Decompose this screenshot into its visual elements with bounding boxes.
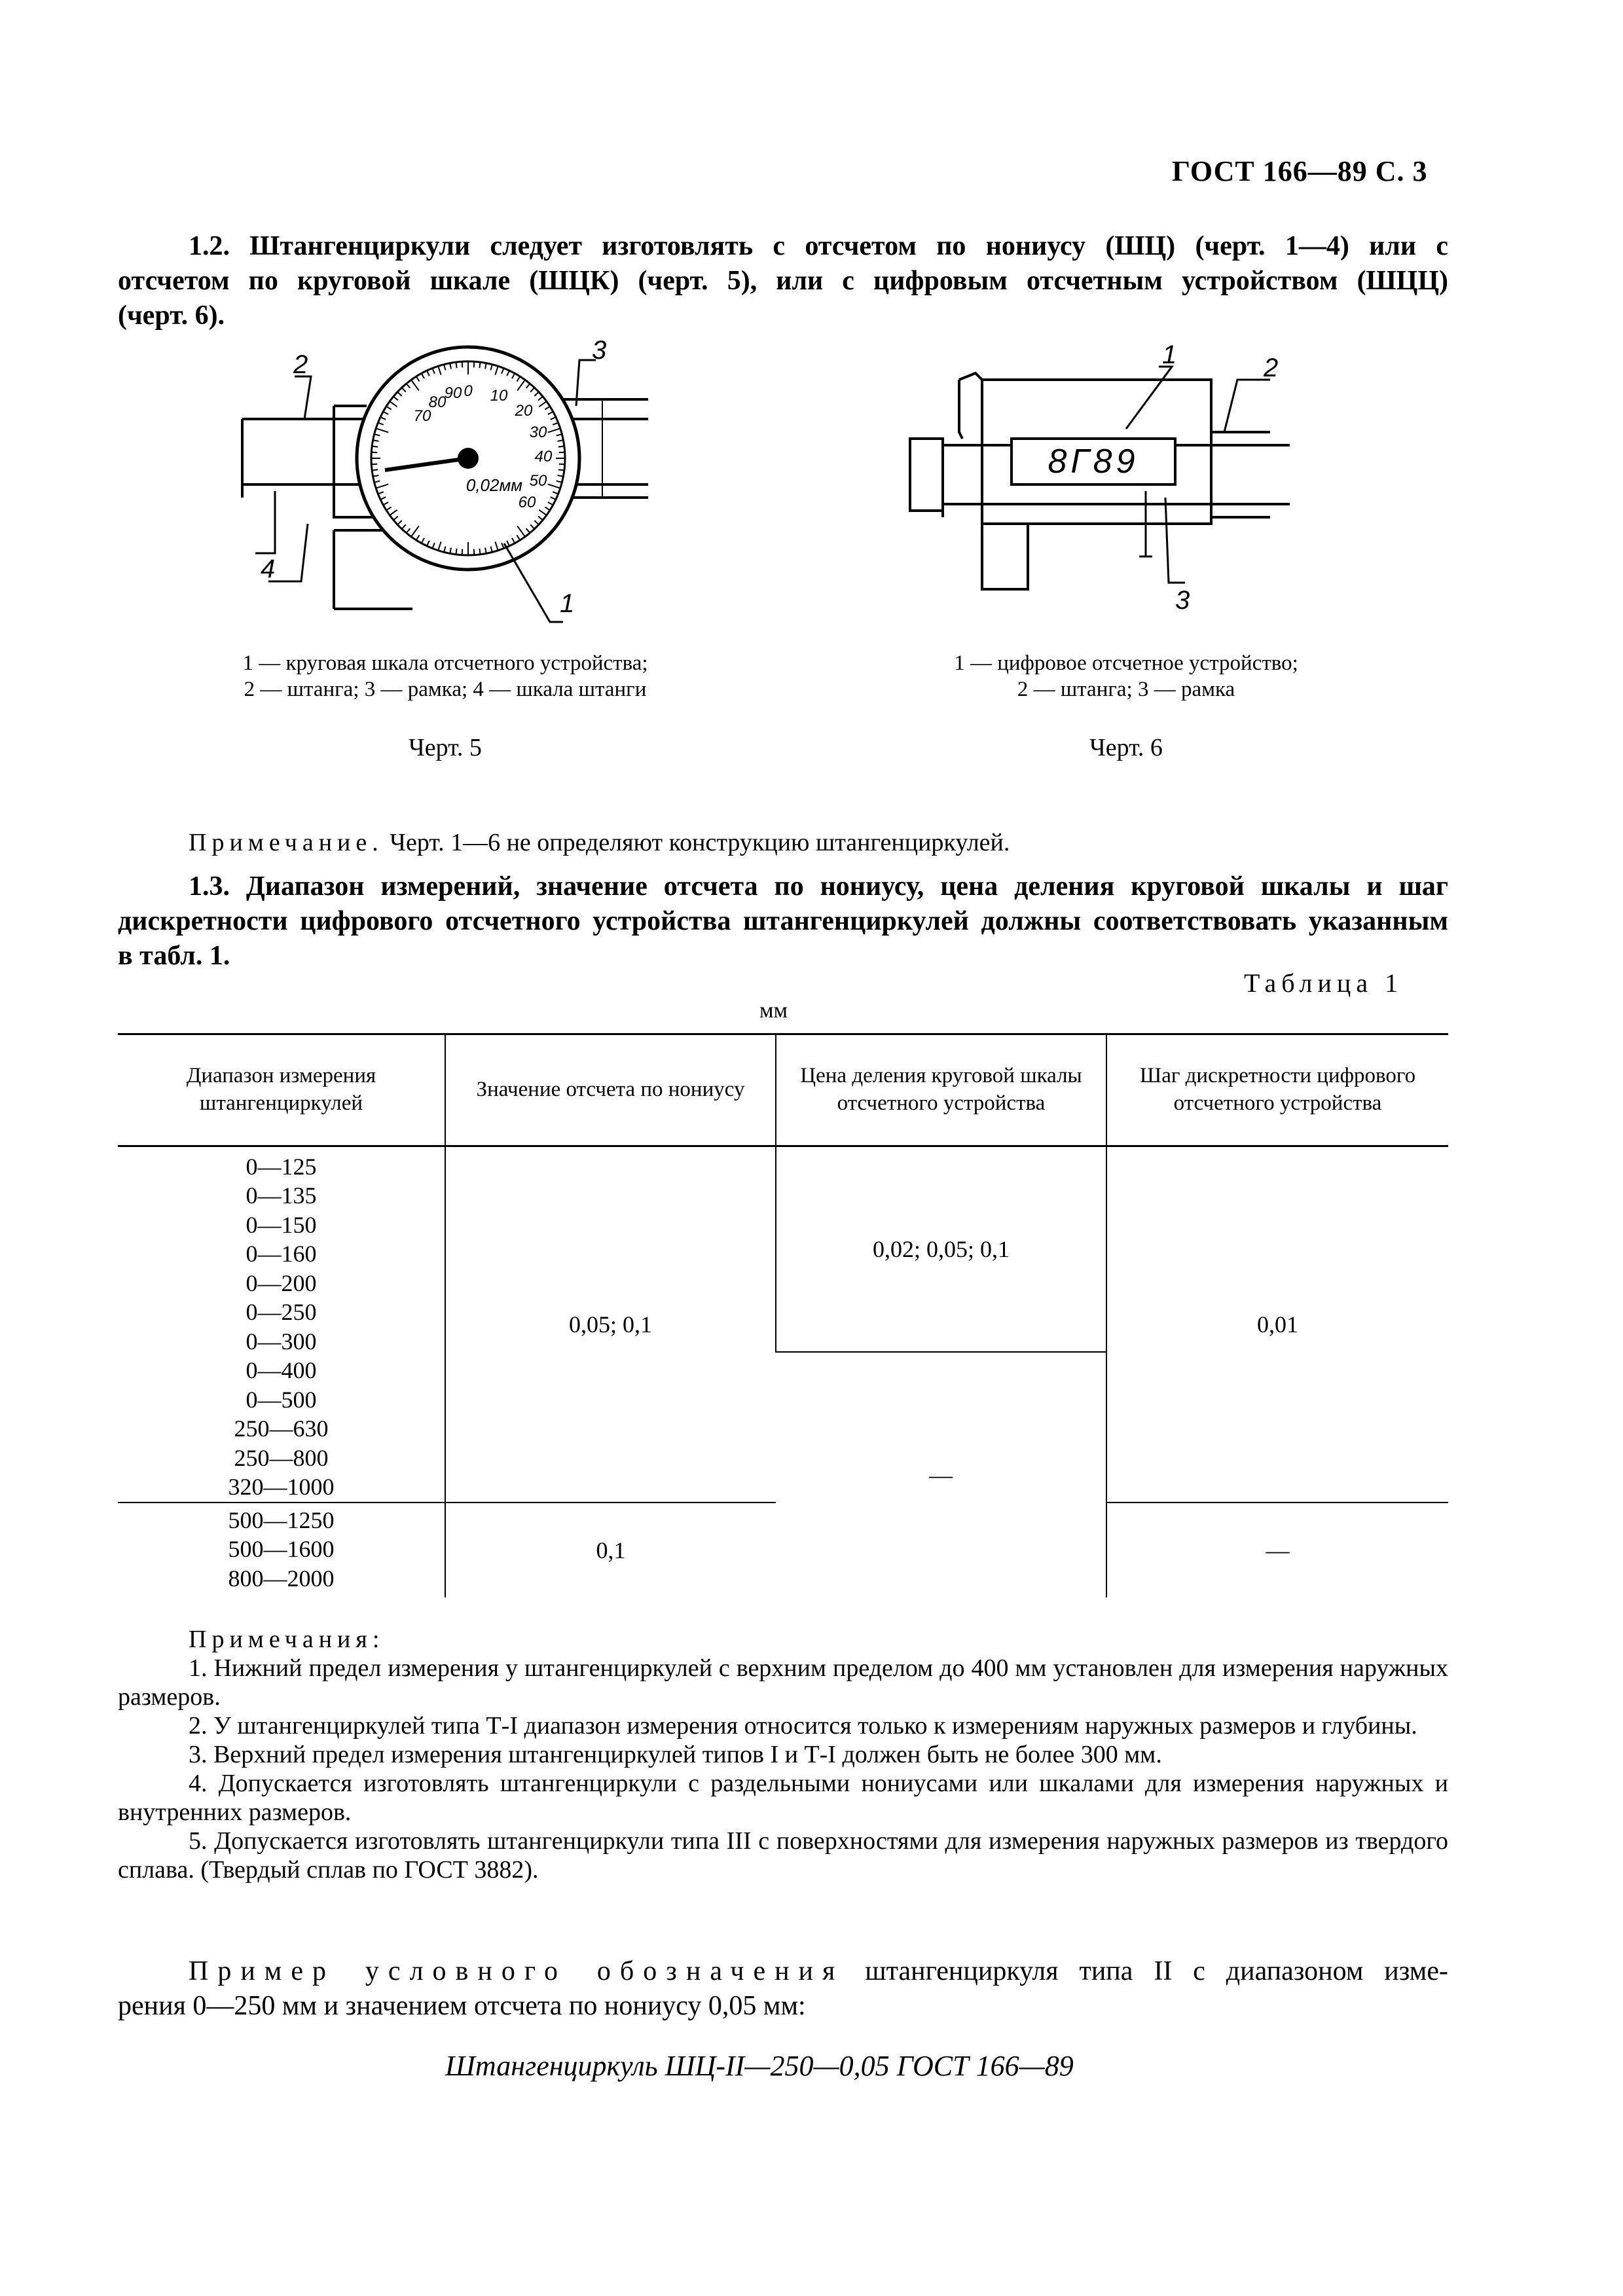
fig5-label-1: 1: [560, 589, 575, 618]
fig6-label-3: 3: [1175, 586, 1190, 615]
dial-tick: [479, 549, 480, 555]
digital-cell-a: 0,01: [1106, 1146, 1448, 1503]
note-4: 4. Допускается изготовлять штангенциркули с раздельными нониусами или шкалами для измерения наружных и внутренних размеров.: [118, 1770, 1448, 1826]
figures-note-label: Примечание.: [189, 829, 384, 856]
dial-tick: [462, 361, 463, 367]
note-3: 3. Верхний предел измерения штангенциркулей типов I и Т-I должен быть не более 300 мм.: [189, 1741, 1162, 1768]
figures-note: [189, 828, 1010, 857]
table-label: Таблица 1: [1244, 968, 1404, 998]
table-unit: мм: [759, 998, 788, 1023]
dial-num-20: 20: [515, 402, 533, 420]
dial-tick: [479, 362, 480, 368]
dial-tick: [371, 464, 377, 465]
paragraph-1-3: [118, 869, 1448, 974]
fig6-label-1: 1: [1162, 340, 1177, 369]
range-item: 500—1600: [228, 1536, 335, 1562]
range-item: 800—2000: [228, 1565, 335, 1592]
para-1-2-line2: отсчетом по круговой шкале (ШЦК) (черт. 5), или с цифровым отсчетным устройством (ШЦЦ): [118, 266, 1448, 296]
paragraph-1-2: [118, 229, 1448, 333]
range-item: 0—500: [246, 1386, 317, 1413]
digital-display-reading: 8Г89: [1048, 443, 1139, 481]
table-notes: [118, 1625, 1448, 1884]
fig6-label-2: 2: [1264, 354, 1279, 382]
para-1-2-line1: 1.2. Штангенциркули следует изготовлять с отсчетом по нониусу (ШЦ) (черт. 1—4) или с: [189, 231, 1448, 261]
col-header-dial: Цена деления круговой шкалы отсчетного устройства: [776, 1034, 1106, 1146]
para-1-3-line1: 1.3. Диапазон измерений, значение отсчета по нониусу, цена деления круговой шкалы и шаг: [189, 871, 1448, 902]
dial-tick: [558, 469, 564, 470]
note-5: 5. Допускается изготовлять штангенциркули типа III с поверхностями для измерения наружных размеров из твердого сплава. (Твердый сплав по ГОСТ 3882).: [118, 1827, 1448, 1884]
table-1: [118, 1034, 1448, 1597]
dial-num-90: 90: [444, 384, 462, 402]
fig6-caption-line2: 2 — штанга; 3 — рамка: [1017, 678, 1235, 701]
fig6-title: Черт. 6: [1089, 734, 1163, 761]
example-label: Пример условного обозначения: [189, 1956, 845, 1986]
fig5-title: Черт. 5: [409, 734, 482, 761]
dial-tick: [372, 469, 378, 470]
range-item: 0—300: [246, 1328, 317, 1355]
example-line2: рения 0—250 мм и значением отсчета по нониусу 0,05 мм:: [118, 1991, 806, 2021]
dial-hub: [458, 448, 479, 469]
digital-cell-b: —: [1106, 1503, 1448, 1597]
vernier-cell-a: 0,05; 0,1: [445, 1146, 776, 1503]
dial-num-30: 30: [529, 424, 547, 441]
fig6-caption: [858, 650, 1395, 702]
dial-cell-a: 0,02; 0,05; 0,1: [776, 1146, 1106, 1352]
range-item: 0—400: [246, 1357, 317, 1383]
range-item: 0—160: [246, 1241, 317, 1267]
range-item: 500—1250: [228, 1506, 335, 1533]
designation: Штангенциркуль ШЦ-II—250—0,05 ГОСТ 166—89: [445, 2050, 1074, 2082]
dial-tick: [371, 452, 377, 453]
dial-num-10: 10: [490, 387, 508, 405]
col-header-vernier: Значение отсчета по нониусу: [445, 1034, 776, 1146]
dial-num-70: 70: [413, 407, 431, 425]
figures-note-text: Черт. 1—6 не определяют конструкцию штангенциркулей.: [383, 829, 1010, 856]
dial-num-50: 50: [529, 472, 547, 490]
fig5-caption-line1: 1 — круговая шкала отсчетного устройства;: [242, 651, 648, 675]
designation-example: [118, 1954, 1448, 2024]
col-header-range: Диапазон измерения штангенциркулей: [118, 1034, 445, 1146]
fig5-label-3: 3: [592, 336, 607, 365]
example-line1: [118, 1954, 1448, 1989]
fig5-caption-line2: 2 — штанга; 3 — рамка; 4 — шкала штанги: [244, 678, 647, 701]
note-1: 1. Нижний предел измерения у штангенциркулей с верхним пределом до 400 мм установлен для измерения наружных размеров.: [118, 1654, 1448, 1711]
fig5-caption: [177, 650, 714, 702]
range-item: 0—200: [246, 1269, 317, 1296]
fig5-label-4: 4: [261, 555, 276, 583]
notes-title: Примечания:: [189, 1626, 385, 1653]
fig6-caption-line1: 1 — цифровое отсчетное устройство;: [954, 651, 1298, 675]
figure-5-dial-caliper: [196, 334, 681, 635]
page-header: ГОСТ 166—89 С. 3: [1172, 155, 1428, 187]
dial-num-60: 60: [518, 494, 536, 511]
range-item: 320—1000: [228, 1474, 335, 1500]
dial-tick: [474, 361, 475, 367]
range-item: 0—250: [246, 1299, 317, 1325]
dial-cell-b: —: [929, 1461, 953, 1488]
dial-num-80: 80: [428, 393, 447, 411]
range-item: 0—150: [246, 1211, 317, 1238]
para-1-3-line3: в табл. 1.: [118, 941, 230, 971]
dial-tick: [559, 452, 565, 453]
vernier-cell-b: 0,1: [445, 1503, 776, 1597]
dial-tick: [474, 549, 475, 555]
example-text: штангенциркуля типа II с диапазоном изме-: [844, 1956, 1448, 1986]
dial-num-40: 40: [534, 448, 553, 465]
range-item: 0—125: [246, 1153, 317, 1180]
note-2: 2. У штангенциркулей типа Т-I диапазон измерения относится только к измерениям наружных размеров и глубины.: [189, 1712, 1417, 1740]
col-header-digital: Шаг дискретности цифрового отсчетного устройства: [1106, 1034, 1448, 1146]
para-1-3-line2: дискретности цифрового отсчетного устройства штангенциркулей должны соответствовать указанным: [118, 906, 1448, 936]
range-item: 250—630: [234, 1415, 329, 1442]
figure-6-digital-caliper: [897, 334, 1316, 635]
range-item: 250—800: [234, 1444, 329, 1471]
dial-tick: [462, 549, 463, 555]
range-cell-group-a: [118, 1146, 445, 1503]
range-cell-group-b: [118, 1503, 445, 1597]
dial-tick: [559, 464, 565, 465]
range-item: 0—135: [246, 1182, 317, 1209]
para-1-2-line3: (черт. 6).: [118, 301, 225, 331]
dial-num-0: 0: [464, 382, 473, 400]
fig5-label-2: 2: [293, 350, 308, 379]
dial-resolution-label: 0,02мм: [465, 475, 523, 495]
